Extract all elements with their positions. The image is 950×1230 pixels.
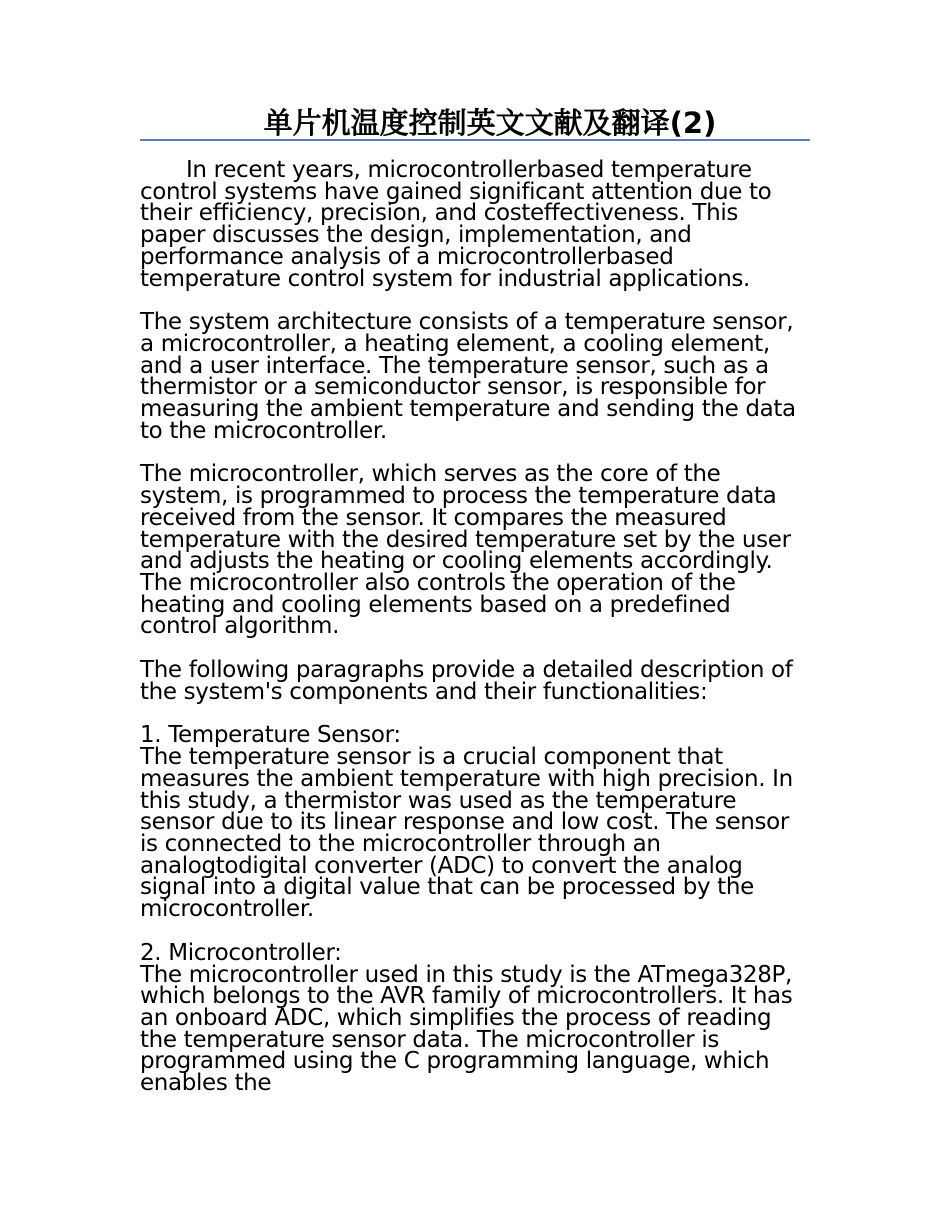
- section-microcontroller: [140, 939, 810, 1097]
- section-body: The microcontroller used in this study is the ATmega328P, which belongs to the AVR family of microcontrollers. It has an onboard ADC, which simplifies the process of reading the temperature sensor data. The microcontroller is programmed using the C programming language, which enables the: [140, 961, 793, 1097]
- document-body: [140, 157, 810, 1097]
- section-heading: 2. Microcontroller:: [140, 939, 342, 966]
- section-body: The temperature sensor is a crucial component that measures the ambient temperature with high precision. In this study, a thermistor was used as the temperature sensor due to its linear response and low cost. The sensor is connected to the microcontroller through an analogtodigital converter (ADC) to convert the analog signal into a digital value that can be processed by the microcontroller.: [140, 744, 793, 923]
- document-page: [140, 100, 810, 1117]
- section-temperature-sensor: [140, 722, 810, 923]
- title-underline: [140, 139, 810, 141]
- paragraph-architecture: The system architecture consists of a temperature sensor, a microcontroller, a heating element, a cooling element, and a user interface. The temperature sensor, such as a thermistor or a semiconductor sensor, is responsible for measuring the ambient temperature and sending the data to the microcontroller.: [140, 309, 796, 444]
- section-heading: 1. Temperature Sensor:: [140, 722, 401, 749]
- paragraph-components-intro: The following paragraphs provide a detailed description of the system's components and their functionalities:: [140, 657, 793, 705]
- title-block: [140, 100, 810, 140]
- document-title: 单片机温度控制英文文献及翻译(2): [263, 106, 717, 140]
- paragraph-microcontroller: The microcontroller, which serves as the core of the system, is programmed to process the temperature data received from the sensor. It compares the measured temperature with the desired temperature set by the user and adjusts the heating or cooling elements accordingly. The microcontroller also controls the operation of the heating and cooling elements based on a predefined control algorithm.: [140, 461, 791, 640]
- paragraph-intro: In recent years, microcontrollerbased temperature control systems have gained significant attention due to their efficiency, precision, and costeffectiveness. This paper discusses the design, implementation, and performance analysis of a microcontrollerbased temperature control system for industrial applications.: [140, 157, 772, 292]
